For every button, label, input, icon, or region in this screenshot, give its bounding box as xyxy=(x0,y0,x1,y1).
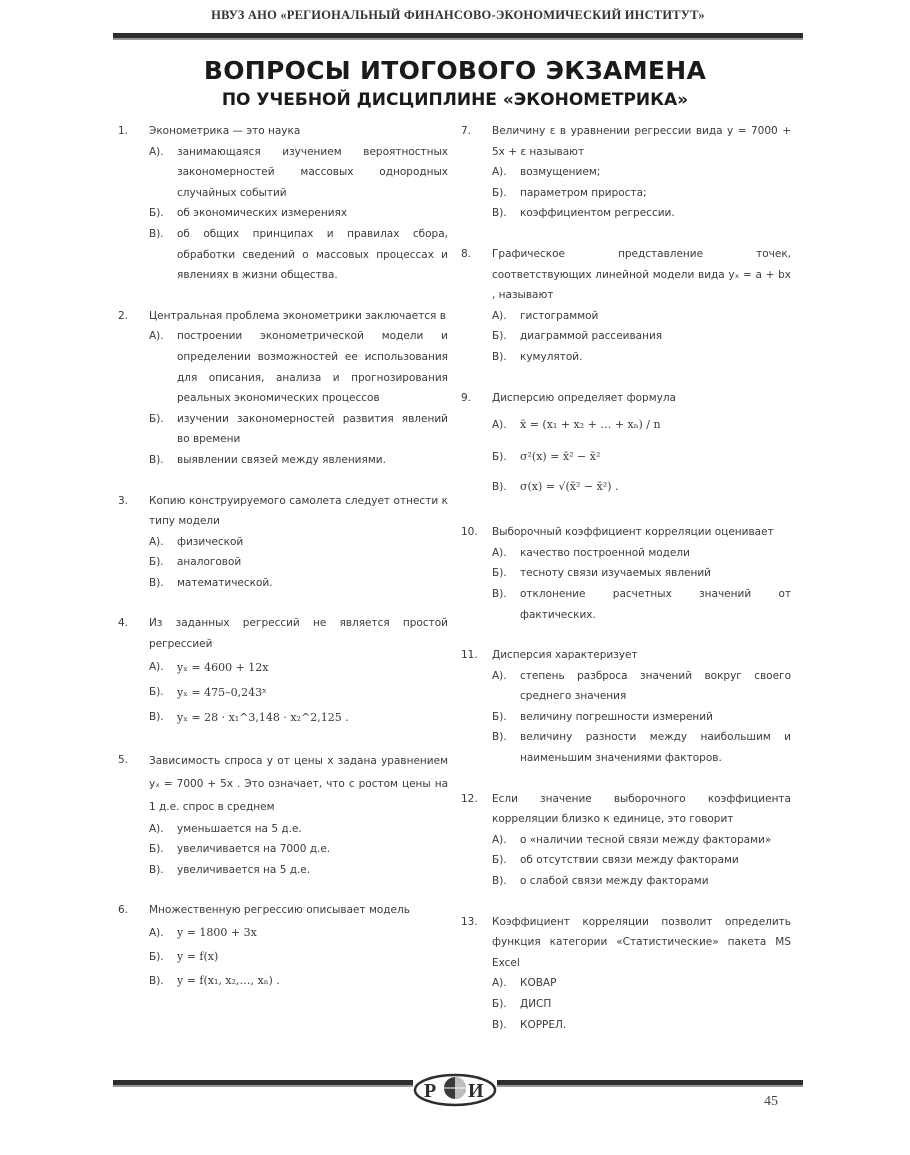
question-text: Выборочный коэффициент корреляции оценивает xyxy=(492,526,774,539)
question-3 xyxy=(118,491,448,594)
option-text: гистограммой xyxy=(520,309,599,322)
answer-option xyxy=(492,347,791,368)
option-text: тесноту связи изучаемых явлений xyxy=(520,567,711,580)
option-formula: x̄ = (x₁ + x₂ + … + xₙ) / n xyxy=(520,418,661,432)
question-9 xyxy=(461,388,791,503)
option-text: увеличивается на 5 д.е. xyxy=(177,863,311,876)
option-label: Б). xyxy=(492,567,507,580)
left-column xyxy=(118,121,448,1013)
option-label: А). xyxy=(492,669,507,682)
answer-option xyxy=(492,994,791,1015)
question-8 xyxy=(461,244,791,368)
question-12 xyxy=(461,789,791,892)
page-number: 45 xyxy=(764,1094,778,1109)
option-label: В). xyxy=(492,1018,507,1031)
answer-option xyxy=(492,584,791,625)
option-label: В). xyxy=(492,587,507,600)
question-number: 10. xyxy=(461,526,478,539)
question-number: 12. xyxy=(461,792,478,805)
question-text: Копию конструируемого самолета следует отнести к типу модели xyxy=(149,494,448,528)
answer-option xyxy=(492,306,791,327)
question-number: 6. xyxy=(118,904,129,917)
question-number: 13. xyxy=(461,915,478,928)
right-column xyxy=(461,121,791,1055)
option-label: А). xyxy=(149,145,164,158)
option-label: Б). xyxy=(149,685,164,698)
option-label: Б). xyxy=(149,412,164,425)
answer-option xyxy=(149,655,448,680)
answer-option xyxy=(149,552,448,573)
answer-option xyxy=(492,203,791,224)
answer-option xyxy=(492,707,791,728)
option-formula: σ²(x) = x̄² − x̄² xyxy=(520,450,601,464)
option-label: А). xyxy=(492,166,507,179)
option-label: В). xyxy=(149,863,164,876)
answer-option xyxy=(149,203,448,224)
option-label: А). xyxy=(149,822,164,835)
option-label: В). xyxy=(149,975,164,988)
option-text: занимающаяся изучением вероятностных закономерностей массовых однородных случайных событий xyxy=(177,145,448,199)
option-label: Б). xyxy=(492,451,507,464)
option-text: уменьшается на 5 д.е. xyxy=(177,822,302,835)
option-label: Б). xyxy=(149,556,164,569)
question-number: 11. xyxy=(461,649,478,662)
answer-option xyxy=(492,563,791,584)
institute-header: НВУЗ АНО «РЕГИОНАЛЬНЫЙ ФИНАНСОВО-ЭКОНОМИЧЕСКИЙ ИНСТИТУТ» xyxy=(211,8,705,22)
answer-option xyxy=(492,162,791,183)
option-label: Б). xyxy=(492,854,507,867)
option-text: возмущением; xyxy=(520,166,601,179)
option-text: об отсутствии связи между факторами xyxy=(520,854,739,867)
question-number: 8. xyxy=(461,247,472,260)
option-label: В). xyxy=(149,576,164,589)
logo-letter-r: Р xyxy=(424,1080,437,1102)
question-number: 3. xyxy=(118,494,129,507)
question-text: Величину ε в уравнении регрессии вида y = 7000 + 5x + ε называют xyxy=(492,125,791,158)
answer-option xyxy=(149,860,448,881)
question-13 xyxy=(461,912,791,1036)
option-label: А). xyxy=(149,660,164,673)
question-number: 5. xyxy=(118,753,129,766)
answer-option xyxy=(149,450,448,471)
option-formula: σ(x) = √(x̄² − x̄²) . xyxy=(520,480,619,494)
answer-option xyxy=(149,839,448,860)
option-text: аналоговой xyxy=(177,556,242,569)
option-label: Б). xyxy=(492,186,507,199)
answer-option xyxy=(492,871,791,892)
option-text: КОВАР xyxy=(520,977,557,990)
question-text: Дисперсия характеризует xyxy=(492,649,638,662)
option-text: построении эконометрической модели и определении возможностей ее использования для описания, анализа и прогнозирования реальных экономических процессов xyxy=(177,330,448,405)
option-label: В). xyxy=(492,481,507,494)
option-label: А). xyxy=(492,977,507,990)
question-text: Центральная проблема эконометрики заключается в xyxy=(149,309,446,322)
question-text: Дисперсию определяет формула xyxy=(492,391,676,404)
question-text: Коэффициент корреляции позволит определить функция категории «Статистические» пакета MS Excel xyxy=(492,915,791,969)
question-11 xyxy=(461,645,791,769)
option-label: А). xyxy=(149,330,164,343)
answer-option xyxy=(492,1015,791,1036)
option-text: ДИСП xyxy=(520,998,552,1010)
option-text: математической. xyxy=(177,576,273,589)
option-label: Б). xyxy=(149,207,164,220)
option-formula: yₓ = 475–0,243ˣ xyxy=(177,685,267,699)
question-1 xyxy=(118,121,448,286)
question-text: Графическое представление точек, соответствующих линейной модели вида yₓ = a + bx , называют xyxy=(492,247,791,302)
header-divider xyxy=(113,33,803,40)
option-formula: y = 1800 + 3x xyxy=(177,926,257,940)
answer-option xyxy=(492,727,791,768)
answer-option xyxy=(149,705,448,730)
option-text: кумулятой. xyxy=(520,350,583,363)
answer-option xyxy=(149,921,448,945)
option-text: КОРРЕЛ. xyxy=(520,1018,567,1031)
option-text: отклонение расчетных значений от фактических. xyxy=(520,587,791,621)
option-text: физической xyxy=(177,535,244,548)
question-5 xyxy=(118,750,448,881)
option-label: А). xyxy=(149,535,164,548)
option-text: увеличивается на 7000 д.е. xyxy=(177,843,331,856)
option-label: В). xyxy=(492,207,507,220)
question-text: Зависимость спроса y от цены x задана уравнением yₓ = 7000 + 5x . Это означает, что с ростом цены на 1 д.е. спрос в среднем xyxy=(149,754,448,813)
answer-option xyxy=(149,819,448,840)
option-formula: yₓ = 4600 + 12x xyxy=(177,660,269,674)
page-subtitle: ПО УЧЕБНОЙ ДИСЦИПЛИНЕ «ЭКОНОМЕТРИКА» xyxy=(221,90,689,110)
option-label: А). xyxy=(492,309,507,322)
option-label: В). xyxy=(492,731,507,744)
answer-option xyxy=(149,532,448,553)
question-7 xyxy=(461,121,791,224)
answer-option xyxy=(492,442,791,472)
question-text: Эконометрика — это наука xyxy=(149,125,301,137)
option-label: В). xyxy=(492,350,507,363)
answer-option xyxy=(149,680,448,705)
question-text: Если значение выборочного коэффициента корреляции близко к единице, это говорит xyxy=(492,792,791,826)
answer-option xyxy=(492,973,791,994)
page-title: ВОПРОСЫ ИТОГОВОГО ЭКЗАМЕНА xyxy=(203,56,707,85)
option-text: коэффициентом регрессии. xyxy=(520,207,675,220)
question-number: 2. xyxy=(118,309,129,322)
answer-option xyxy=(149,969,448,993)
answer-option xyxy=(492,183,791,204)
question-number: 7. xyxy=(461,125,472,137)
question-number: 9. xyxy=(461,391,472,404)
answer-option xyxy=(492,666,791,707)
option-label: А). xyxy=(492,546,507,559)
question-6 xyxy=(118,900,448,993)
logo-letter-i: И xyxy=(468,1080,484,1102)
footer-divider-left xyxy=(113,1080,413,1087)
option-label: А). xyxy=(149,927,164,940)
answer-option xyxy=(492,472,791,502)
answer-option xyxy=(492,850,791,871)
question-10 xyxy=(461,522,791,625)
question-number: 4. xyxy=(118,617,129,630)
option-label: В). xyxy=(149,710,164,723)
option-label: Б). xyxy=(149,843,164,856)
option-text: о слабой связи между факторами xyxy=(520,875,709,888)
question-4 xyxy=(118,613,448,729)
answer-option xyxy=(492,830,791,851)
option-text: величину разности между наибольшим и наименьшим значениями факторов. xyxy=(520,731,791,765)
option-text: диаграммой рассеивания xyxy=(520,330,663,343)
answer-option xyxy=(492,326,791,347)
option-label: А). xyxy=(492,419,507,432)
institute-logo-icon xyxy=(412,1068,498,1108)
option-label: А). xyxy=(492,833,507,846)
option-label: Б). xyxy=(492,998,507,1010)
option-text: параметром прироста; xyxy=(520,186,647,199)
answer-option xyxy=(492,408,791,442)
option-label: Б). xyxy=(492,330,507,343)
question-2 xyxy=(118,306,448,471)
answer-option xyxy=(149,573,448,594)
option-text: величину погрешности измерений xyxy=(520,710,713,723)
question-number: 1. xyxy=(118,125,129,137)
option-text: степень разброса значений вокруг своего среднего значения xyxy=(520,669,791,703)
option-formula: y = f(x₁, x₂,…, xₙ) . xyxy=(177,974,280,988)
option-label: Б). xyxy=(492,710,507,723)
option-label: В). xyxy=(149,227,164,240)
option-label: Б). xyxy=(149,951,164,964)
option-text: выявлении связей между явлениями. xyxy=(177,453,386,466)
question-text: Множественную регрессию описывает модель xyxy=(149,904,410,917)
answer-option xyxy=(149,945,448,969)
option-text: о «наличии тесной связи между факторами» xyxy=(520,833,772,846)
answer-option xyxy=(149,142,448,204)
option-formula: y = f(x) xyxy=(177,950,219,964)
option-text: изучении закономерностей развития явлений во времени xyxy=(177,412,448,446)
option-label: В). xyxy=(492,875,507,888)
option-formula: yₓ = 28 · x₁^3,148 · x₂^2,125 . xyxy=(177,710,349,724)
answer-option xyxy=(492,543,791,564)
footer-divider-right xyxy=(497,1080,803,1087)
option-text: об общих принципах и правилах сбора, обработки сведений о массовых процессах и явлениях в жизни общества. xyxy=(177,227,448,282)
answer-option xyxy=(149,224,448,286)
question-text: Из заданных регрессий не является простой регрессией xyxy=(149,617,448,651)
option-text: об экономических измерениях xyxy=(177,207,348,220)
answer-option xyxy=(149,409,448,450)
logo-graphic xyxy=(412,1068,498,1108)
answer-option xyxy=(149,326,448,408)
option-label: В). xyxy=(149,453,164,466)
option-text: качество построенной модели xyxy=(520,546,690,559)
